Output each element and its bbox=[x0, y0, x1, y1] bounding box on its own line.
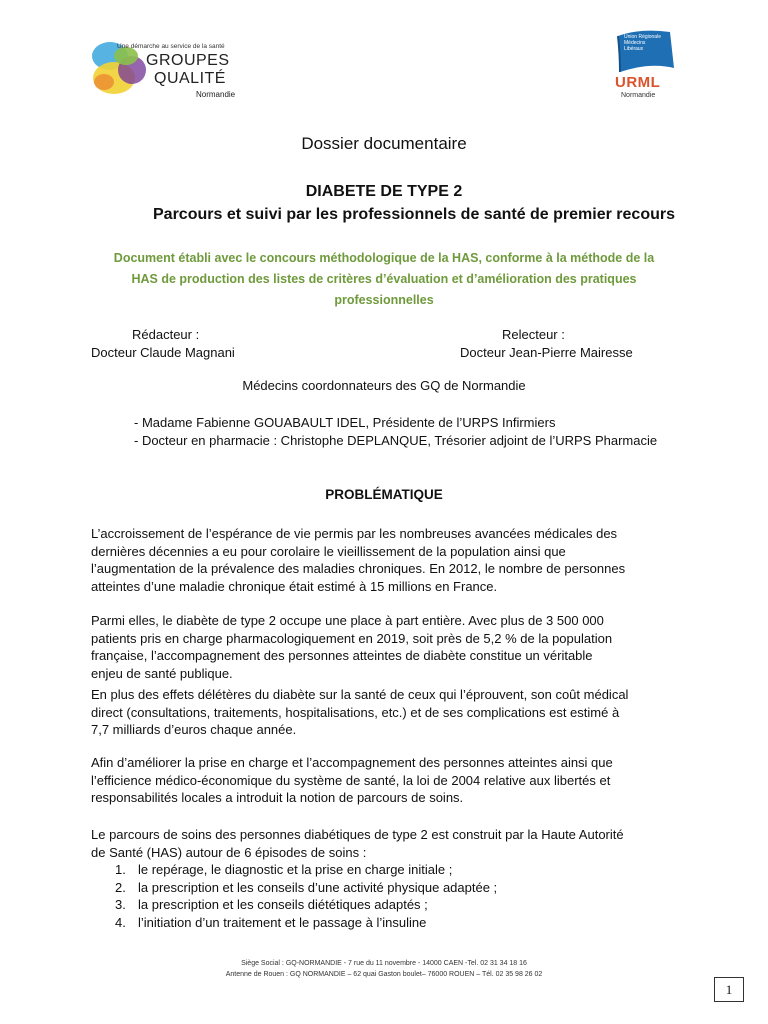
list-item bbox=[91, 896, 497, 914]
paragraph bbox=[91, 686, 691, 739]
gq-region: Normandie bbox=[196, 90, 236, 99]
gq-name-line2: QUALITÉ bbox=[154, 70, 226, 87]
urml-logo bbox=[606, 28, 686, 104]
list-item bbox=[91, 914, 497, 932]
paragraph bbox=[91, 612, 691, 682]
coordinator-item: - Madame Fabienne GOUABAULT IDEL, Présidente de l’URPS Infirmiers bbox=[134, 415, 556, 430]
list-item-number: 3. bbox=[115, 897, 126, 912]
urml-flag-text: Union Régionale Médecins Libéraux bbox=[624, 34, 661, 52]
coordinators-title: Médecins coordonnateurs des GQ de Normandie bbox=[242, 378, 526, 393]
list-item bbox=[91, 861, 497, 879]
gq-name-line1: GROUPES bbox=[146, 52, 230, 69]
paragraph-line: atteintes d’une maladie chronique était estimé à 15 millions en France. bbox=[91, 578, 498, 594]
document-kind: Dossier documentaire bbox=[301, 134, 467, 153]
paragraph bbox=[91, 754, 691, 807]
paragraph-line: En plus des effets délétères du diabète sur la santé de ceux qui l’éprouvent, son coût médical bbox=[91, 687, 629, 702]
footer-address-line: Siège Social : GQ-NORMANDIE - 7 rue du 11 novembre - 14000 CAEN -Tel. 02 31 34 18 16 bbox=[241, 960, 527, 967]
page-number: 1 bbox=[714, 977, 744, 1002]
redacteur-label: Rédacteur : bbox=[132, 327, 200, 342]
paragraph-line: Parmi elles, le diabète de type 2 occupe une place à part entière. Avec plus de 3 500 000 bbox=[91, 613, 604, 628]
urml-name: URML bbox=[615, 74, 661, 91]
relecteur-label: Relecteur : bbox=[502, 327, 565, 342]
paragraph-line: L’accroissement de l’espérance de vie permis par les nombreuses avancées médicales des bbox=[91, 526, 618, 541]
groupes-qualite-logo bbox=[88, 34, 258, 104]
paragraph-line: dernières décennies a eu pour corolaire le vieillissement de la population ainsi que bbox=[91, 543, 566, 559]
method-line: professionnelles bbox=[334, 293, 434, 307]
paragraph-line: enjeu de santé publique. bbox=[91, 665, 233, 681]
urml-region: Normandie bbox=[621, 92, 656, 99]
list-item-number: 4. bbox=[115, 914, 126, 930]
paragraph-line: Le parcours de soins des personnes diabétiques de type 2 est construit par la Haute Autorité bbox=[91, 827, 624, 842]
gq-tagline: Une démarche au service de la santé bbox=[117, 43, 225, 50]
paragraph-line: patients pris en charge pharmacologiquement en 2019, soit près de 5,2 % de la population bbox=[91, 630, 613, 646]
paragraph-line: l’augmentation de la prévalence des maladies chroniques. En 2012, le nombre de personnes bbox=[91, 561, 626, 576]
method-line: HAS de production des listes de critères d’évaluation et d’amélioration des pratiques bbox=[131, 272, 637, 286]
paragraph-line: direct (consultations, traitements, hospitalisations, etc.) et de ses complications est estimé à bbox=[91, 704, 620, 720]
list-item-text: le repérage, le diagnostic et la prise en charge initiale ; bbox=[138, 862, 453, 877]
paragraph bbox=[91, 826, 691, 861]
paragraph-line: l’efficience médico-économique du système de santé, la loi de 2004 relative aux libertés et bbox=[91, 772, 611, 788]
list-item-text: la prescription et les conseils d’une activité physique adaptée ; bbox=[138, 879, 498, 895]
list-item-text: l’initiation d’un traitement et le passage à l’insuline bbox=[138, 914, 427, 930]
paragraph-line: Afin d’améliorer la prise en charge et l’accompagnement des personnes atteintes ainsi que bbox=[91, 755, 613, 770]
paragraph-line: 7,7 milliards d’euros chaque année. bbox=[91, 722, 297, 737]
care-episodes-list bbox=[91, 861, 497, 931]
document-subtitle: Parcours et suivi par les professionnels de santé de premier recours bbox=[153, 206, 675, 223]
list-item bbox=[91, 879, 497, 897]
paragraph-line: responsabilités locales a introduit la notion de parcours de soins. bbox=[91, 790, 464, 805]
paragraph bbox=[91, 525, 691, 595]
paragraph-line: française, l’accompagnement des personnes atteintes de diabète constitue un véritable bbox=[91, 648, 593, 663]
redacteur-name: Docteur Claude Magnani bbox=[91, 345, 235, 360]
method-line: Document établi avec le concours méthodologique de la HAS, conforme à la méthode de la bbox=[113, 251, 655, 265]
relecteur-name: Docteur Jean-Pierre Mairesse bbox=[460, 345, 633, 360]
footer-address-line: Antenne de Rouen : GQ NORMANDIE – 62 quai Gaston boulet– 76000 ROUEN – Tél. 02 35 98 26 02 bbox=[225, 971, 543, 978]
document-title: DIABETE DE TYPE 2 bbox=[305, 183, 463, 200]
coordinator-item: - Docteur en pharmacie : Christophe DEPLANQUE, Trésorier adjoint de l’URPS Pharmacie bbox=[134, 433, 658, 448]
list-item-number: 1. bbox=[115, 862, 126, 877]
paragraph-line: de Santé (HAS) autour de 6 épisodes de soins : bbox=[91, 844, 367, 860]
list-item-text: la prescription et les conseils diététiques adaptés ; bbox=[138, 897, 428, 912]
section-title: PROBLÉMATIQUE bbox=[325, 487, 443, 502]
list-item-number: 2. bbox=[115, 879, 126, 895]
